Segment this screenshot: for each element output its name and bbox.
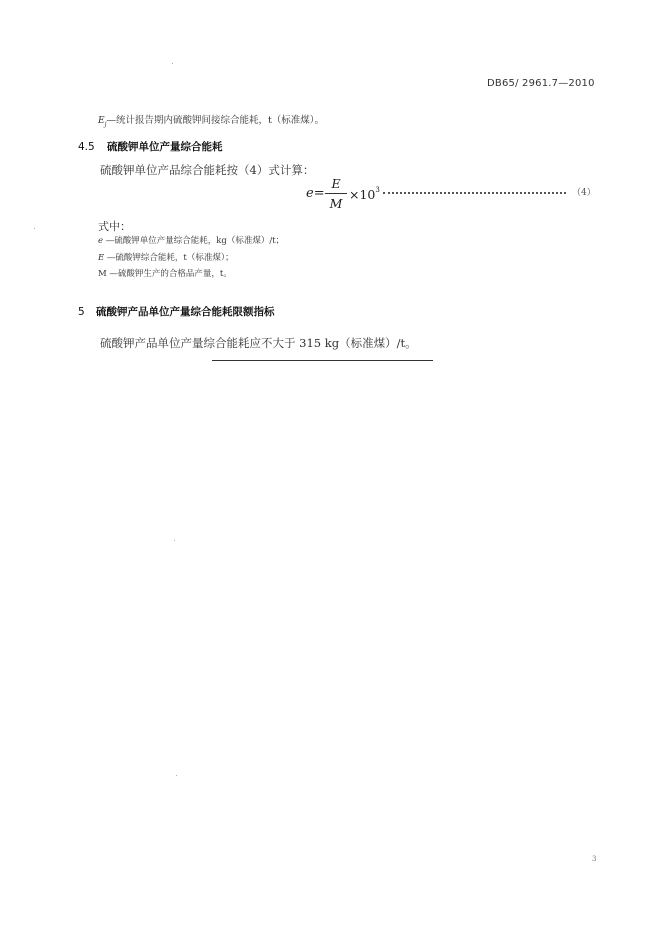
definition-text: —硫酸钾生产的合格品产量，t。 bbox=[109, 269, 232, 279]
definition-E bbox=[98, 251, 234, 263]
formula-4 bbox=[306, 176, 616, 216]
definition-M bbox=[98, 267, 232, 279]
formula-fraction bbox=[325, 176, 347, 211]
multiplier-base: ×10 bbox=[349, 187, 376, 202]
section-number: 4.5 bbox=[78, 141, 95, 153]
page-number: 3 bbox=[592, 855, 597, 863]
definition-symbol: M bbox=[98, 269, 107, 279]
definition-symbol: E bbox=[98, 253, 105, 263]
section-heading-5 bbox=[78, 304, 275, 319]
symbol-subscript: j bbox=[104, 120, 107, 128]
where-label: 式中： bbox=[98, 220, 131, 233]
end-rule bbox=[212, 360, 433, 361]
definition-text: —硫酸钾单位产量综合能耗，kg（标准煤）/t； bbox=[105, 236, 285, 246]
formula-lhs: e= bbox=[306, 186, 325, 201]
symbol-e: E bbox=[98, 116, 105, 126]
definition-text: —统计报告期内硫酸钾间接综合能耗，t（标准煤）。 bbox=[106, 115, 325, 126]
definition-symbol: e bbox=[98, 236, 104, 246]
section-title: 硫酸钾单位产量综合能耗 bbox=[107, 141, 223, 153]
multiplier-exponent: 3 bbox=[375, 186, 380, 194]
document-number: DB65/ 2961.7—2010 bbox=[487, 78, 595, 89]
section-5-text: 硫酸钾产品单位产量综合能耗应不大于 315 kg（标准煤）/t。 bbox=[100, 336, 417, 350]
section-heading-4-5 bbox=[78, 139, 223, 154]
formula-numerator: E bbox=[331, 176, 341, 191]
definition-e bbox=[98, 234, 284, 246]
dot-leader bbox=[383, 186, 566, 194]
variable-definition-ej bbox=[98, 112, 324, 128]
formula-multiplier bbox=[349, 186, 380, 202]
equation-number: （4） bbox=[572, 188, 596, 198]
formula-denominator: M bbox=[329, 196, 343, 211]
fraction-bar bbox=[325, 193, 347, 194]
section-title: 硫酸钾产品单位产量综合能耗限额指标 bbox=[96, 306, 275, 318]
definition-text: —硫酸钾综合能耗，t（标准煤）； bbox=[106, 253, 234, 263]
section-number: 5 bbox=[78, 306, 85, 318]
formula-intro: 硫酸钾单位产品综合能耗按（4）式计算： bbox=[100, 163, 315, 177]
